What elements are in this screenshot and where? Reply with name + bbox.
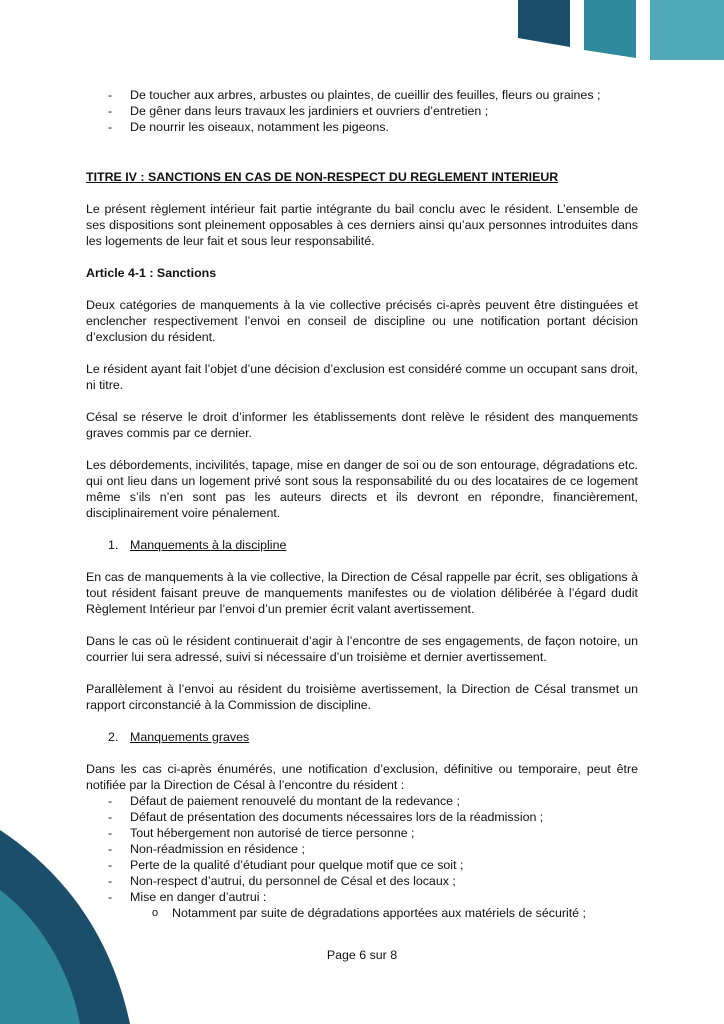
paragraph: Dans les cas ci-après énumérés, une notification d’exclusion, définitive ou temporaire, peut être notifiée par la Direction de Césal à l’encontre du résident :: [86, 762, 638, 792]
section-title: TITRE IV : SANCTIONS EN CAS DE NON-RESPECT DU REGLEMENT INTERIEUR: [86, 170, 559, 184]
paragraph: Le résident ayant fait l’objet d’une décision d’exclusion est considéré comme un occupant sans droit, ni titre.: [86, 362, 638, 392]
header-band-teal: [584, 0, 636, 58]
paragraph: Dans le cas où le résident continuerait d’agir à l’encontre de ses engagements, de façon notoire, un courrier lui sera adressé, suivi si nécessaire d’un troisième et dernier avertissement.: [86, 634, 638, 664]
list-item: - Perte de la qualité d’étudiant pour quelque motif que ce soit ;: [108, 858, 464, 872]
subsection-heading-graves: 2. Manquements graves: [108, 730, 250, 744]
paragraph: Césal se réserve le droit d’informer les établissements dont relève le résident des manquements graves commis par ce dernier.: [86, 410, 638, 440]
list-item: - De toucher aux arbres, arbustes ou plaintes, de cueillir des feuilles, fleurs ou graines ;: [108, 88, 601, 102]
paragraph: En cas de manquements à la vie collective, la Direction de Césal rappelle par écrit, ses obligations à tout résident faisant preuve de manquements manifestes ou de violation délibérée à l’égard dudit Règlement Intérieur par l’envoi d’un premier écrit valant avertissement.: [86, 570, 638, 616]
header-band-dark: [518, 0, 570, 47]
list-item: - Défaut de présentation des documents nécessaires lors de la réadmission ;: [108, 810, 544, 824]
list-item: - Tout hébergement non autorisé de tierce personne ;: [108, 826, 415, 840]
header-band-light: [650, 0, 724, 60]
paragraph: Les débordements, incivilités, tapage, mise en danger de soi ou de son entourage, dégradations etc. qui ont lieu dans un logement privé sont sous la responsabilité du ou des locataires de ce logement même s’ils n’en sont pas les auteurs directs et ils devront en répondre, financièrement, disciplinairement voire pénalement.: [86, 458, 638, 520]
header-decoration: [500, 0, 724, 60]
document-body: [86, 87, 638, 921]
paragraph: Deux catégories de manquements à la vie collective précisés ci-après peuvent être distinguées et enclencher respectivement l’envoi en conseil de discipline ou une notification portant décision d’exclusion du résident.: [86, 298, 638, 344]
sub-list-item: o Notamment par suite de dégradations apportées aux matériels de sécurité ;: [152, 906, 586, 920]
intro-paragraph: Le présent règlement intérieur fait partie intégrante du bail conclu avec le résident. L’ensemble de ses dispositions sont pleinement opposables à ces derniers ainsi qu’aux personnes introduites dans les logements de leur fait et sous leur responsabilité.: [86, 202, 638, 248]
page-number: Page 6 sur 8: [326, 948, 398, 962]
list-item: - De gêner dans leurs travaux les jardiniers et ouvriers d’entretien ;: [108, 104, 489, 118]
list-item: - Non-réadmission en résidence ;: [108, 842, 305, 856]
list-item: - Non-respect d’autrui, du personnel de Césal et des locaux ;: [108, 874, 456, 888]
list-item: - Mise en danger d’autrui :: [108, 890, 267, 904]
subsection-heading-discipline: 1. Manquements à la discipline: [108, 538, 287, 552]
article-heading: Article 4-1 : Sanctions: [86, 266, 217, 280]
list-item: - Défaut de paiement renouvelé du montant de la redevance ;: [108, 794, 460, 808]
list-item: - De nourrir les oiseaux, notamment les pigeons.: [108, 120, 389, 134]
paragraph: Parallèlement à l’envoi au résident du troisième avertissement, la Direction de Césal transmet un rapport circonstancié à la Commission de discipline.: [86, 682, 638, 712]
